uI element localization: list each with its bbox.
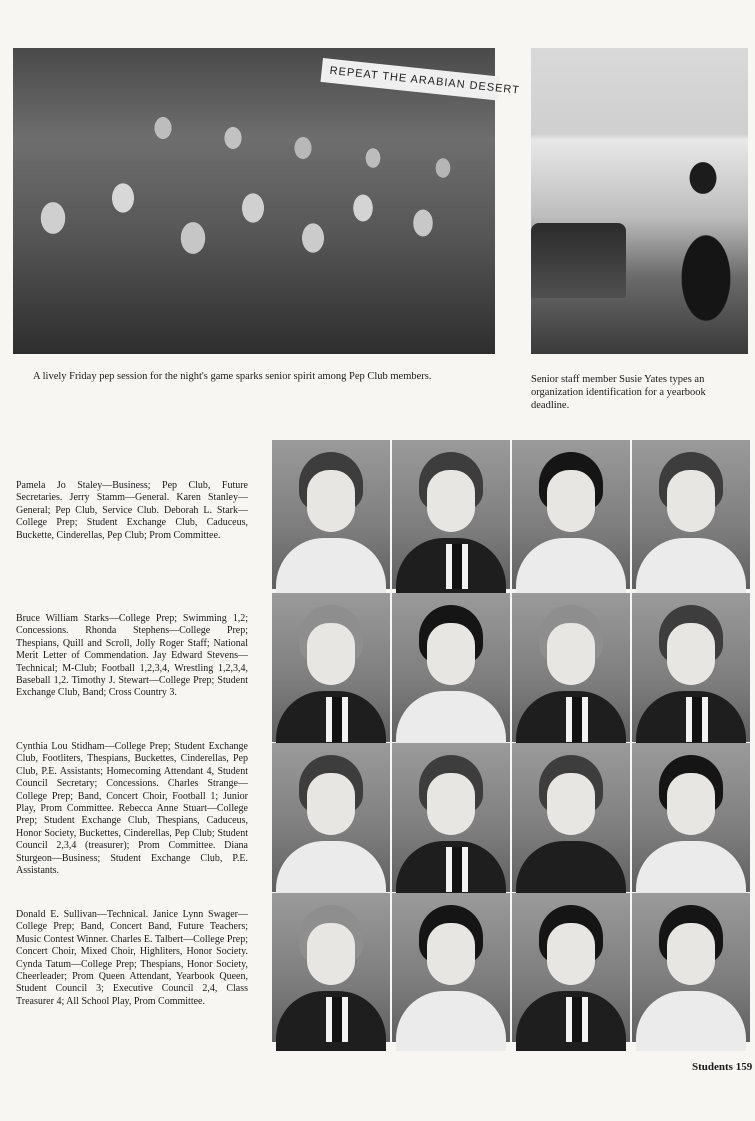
portrait-jerry-stamm <box>392 440 510 589</box>
name-block-row-4: Donald E. Sullivan—Technical. Janice Lynn Swager—College Prep; Band, Concert Band, Future Teachers; Music Contest Winner. Charles E. Talbert—College Prep; Concert Choir, Mixed Choir, Highliters, Honor Society. Cynda Tatum—College Prep; Thespians, Honor Society, Cheerleader; Prom Queen Attendant, Yearbook Queen, Student Council 3; Executive Council 2,4, Class Treasurer 4; All School Play, Prom Committee. <box>16 909 248 1007</box>
portrait-cynthia-stidham <box>272 743 390 892</box>
caption-pep-session: A lively Friday pep session for the night's game sparks senior spirit among Pep Club members. <box>33 371 432 382</box>
portrait-charles-strange <box>392 743 510 892</box>
portrait-deborah-stark <box>632 440 750 589</box>
portrait-charles-talbert <box>512 893 630 1042</box>
portrait-cynda-tatum <box>632 893 750 1042</box>
typewriter-shape <box>531 223 626 298</box>
name-block-row-2: Bruce William Starks—College Prep; Swimming 1,2; Concessions. Rhonda Stephens—College Prep; Thespians, Quill and Scroll, Jolly Roger Staff; National Merit Letter of Commendation. Jay Edward Stevens—Technical; M-Club; Football 1,2,3,4, Wrestling 1,2,3,4, Baseball 1,2. Timothy J. Stewart—College Prep; Student Exchange Club, Band; Cross Country 3. <box>16 613 248 699</box>
name-block-row-1: Pamela Jo Staley—Business; Pep Club, Future Secretaries. Jerry Stamm—General. Karen Stanley—General; Pep Club, Service Club. Deborah L. Stark—College Prep; Student Exchange Club, Caduceus, Buckette, Cinderellas, Pep Club; Prom Committee. <box>16 480 248 541</box>
crowd-banner: REPEAT THE ARABIAN DESERT <box>320 58 500 100</box>
portrait-janice-swager <box>392 893 510 1042</box>
page-folio: Students 159 <box>692 1061 753 1073</box>
portrait-diana-sturgeon <box>632 743 750 892</box>
portrait-karen-stanley <box>512 440 630 589</box>
portrait-jay-stevens <box>512 593 630 742</box>
caption-typist: Senior staff member Susie Yates types an organization identification for a yearbook deadline. <box>531 374 706 411</box>
portrait-donald-sullivan <box>272 893 390 1042</box>
portrait-rebecca-stuart <box>512 743 630 892</box>
name-block-row-3: Cynthia Lou Stidham—College Prep; Student Exchange Club, Footliters, Thespians, Buckettes, Cinderellas, Pep Club, P.E. Assistants; Homecoming Attendant 4, Student Council Secretary; Concessions. Charles Strange—College Prep; Band, Concert Choir, Football 1; Junior Play, Prom Committee. Rebecca Anne Stuart—College Prep; Student Exchange Club, Thespians, Caduceus, Honor Society, Buckettes, Cinderellas, Pep Club; Student Council 2,3,4 (treasurer); Prom Committee. Diana Sturgeon—Business; Student Exchange Club, P.E. Assistants. <box>16 741 248 877</box>
portrait-bruce-starks <box>272 593 390 742</box>
typist-photo <box>531 48 748 354</box>
portrait-rhonda-stephens <box>392 593 510 742</box>
pep-club-crowd-photo <box>13 48 521 354</box>
portrait-timothy-stewart <box>632 593 750 742</box>
portrait-pamela-staley <box>272 440 390 589</box>
